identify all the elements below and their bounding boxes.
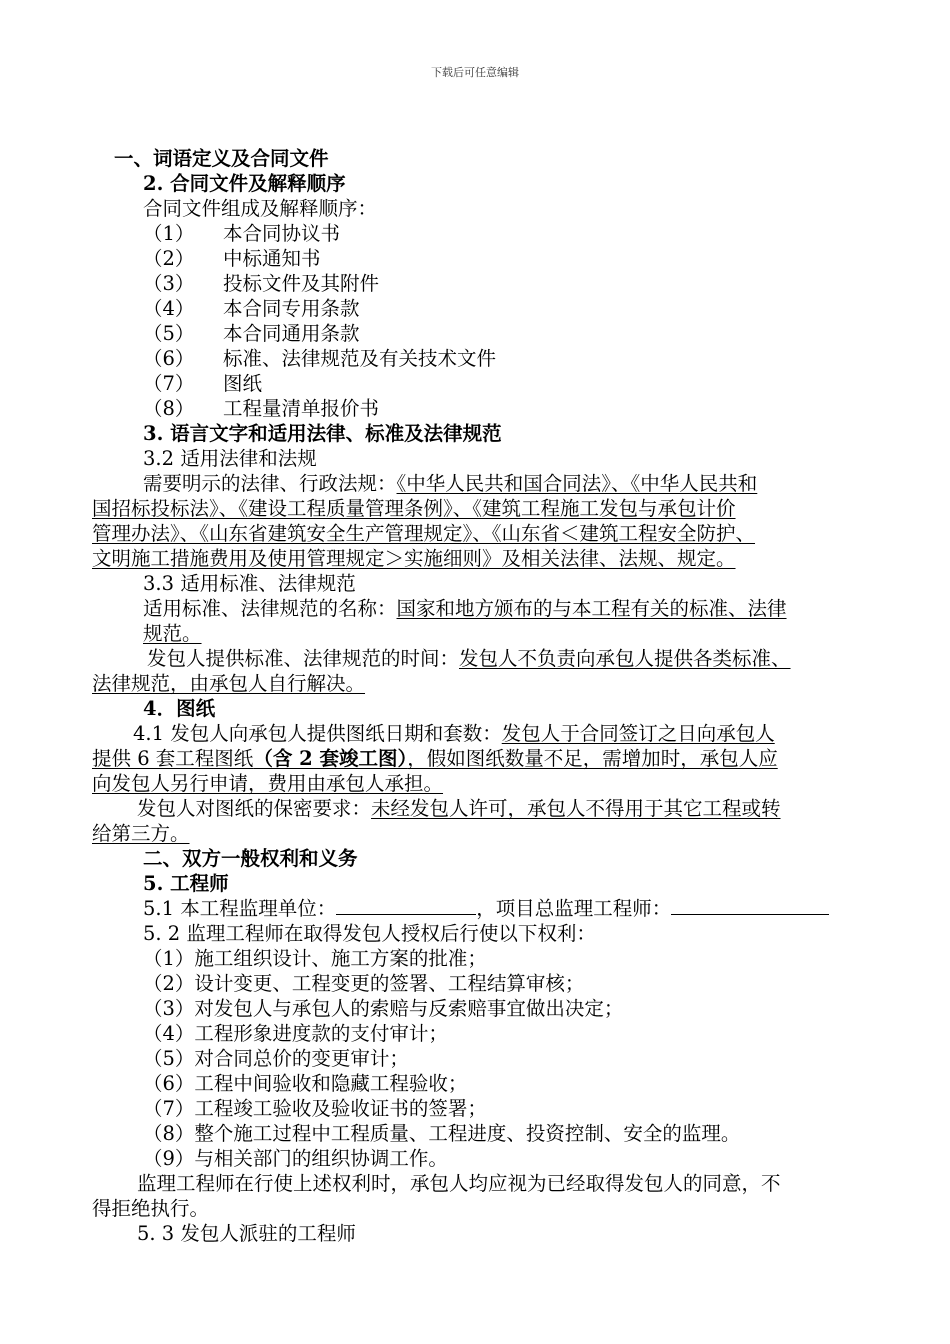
confidentiality-line-2: 给第三方。 xyxy=(92,822,190,845)
chief-engineer-blank xyxy=(671,897,829,915)
drawings-line-3: 向发包人另行申请，费用由承包人承担。 xyxy=(92,772,444,795)
standards-time-line-1: 发包人提供标准、法律规范的时间：发包人不负责向承包人提供各类标准、 xyxy=(147,647,791,670)
doc-item: （6） 标准、法律规范及有关技术文件 xyxy=(143,347,497,370)
supervision-unit-blank xyxy=(336,897,476,915)
section-heading-2: 二、双方一般权利和义务 xyxy=(143,847,358,870)
page-header: 下载后可任意编辑 xyxy=(431,66,519,79)
closing-line-2: 得拒绝执行。 xyxy=(92,1197,210,1220)
rights-item: （4）工程形象进度款的支付审计； xyxy=(143,1022,448,1045)
drawings-line-1: 4.1 发包人向承包人提供图纸日期和套数：发包人于合同签订之日向承包人 xyxy=(133,722,775,745)
doc-item: （4） 本合同专用条款 xyxy=(143,297,360,320)
rights-item: （1）施工组织设计、施工方案的批准； xyxy=(143,947,487,970)
clause-3-2-heading: 3.2 适用法律和法规 xyxy=(143,447,317,470)
doc-item: （8） 工程量清单报价书 xyxy=(143,397,380,420)
standards-time-line-2: 法律规范，由承包人自行解决。 xyxy=(92,672,366,695)
clause-5-3-heading: 5. 3 发包人派驻的工程师 xyxy=(137,1222,356,1245)
laws-line-1: 需要明示的法律、行政法规：《中华人民共和国合同法》、《中华人民共和 xyxy=(143,472,758,495)
clause-3-3-heading: 3.3 适用标准、法律规范 xyxy=(143,572,356,595)
clause-2-intro: 合同文件组成及解释顺序： xyxy=(143,197,378,220)
rights-item: （8）整个施工过程中工程质量、工程进度、投资控制、安全的监理。 xyxy=(143,1122,741,1145)
laws-line-4: 文明施工措施费用及使用管理规定＞实施细则》及相关法律、法规、规定。 xyxy=(92,547,736,570)
clause-4-heading: 4．图纸 xyxy=(143,697,216,720)
clause-2-heading: 2. 合同文件及解释顺序 xyxy=(143,172,346,195)
rights-item: （5）对合同总价的变更审计； xyxy=(143,1047,409,1070)
clause-5-heading: 5. 工程师 xyxy=(143,872,229,895)
standards-line-2: 规范。 xyxy=(143,622,202,645)
doc-item: （3） 投标文件及其附件 xyxy=(143,272,380,295)
clause-3-heading: 3. 语言文字和适用法律、标准及法律规范 xyxy=(143,422,502,445)
standards-line-1: 适用标准、法律规范的名称：国家和地方颁布的与本工程有关的标准、法律 xyxy=(143,597,787,620)
rights-item: （3）对发包人与承包人的索赔与反索赔事宜做出决定； xyxy=(143,997,624,1020)
doc-item: （2） 中标通知书 xyxy=(143,247,321,270)
rights-item: （2）设计变更、工程变更的签署、工程结算审核； xyxy=(143,972,585,995)
doc-item: （5） 本合同通用条款 xyxy=(143,322,360,345)
confidentiality-line-1: 发包人对图纸的保密要求：未经发包人许可，承包人不得用于其它工程或转 xyxy=(137,797,781,820)
doc-item: （7） 图纸 xyxy=(143,372,263,395)
rights-item: （7）工程竣工验收及验收证书的签署； xyxy=(143,1097,487,1120)
drawings-line-2: 提供 6 套工程图纸（含 2 套竣工图），假如图纸数量不足，需增加时，承包人应 xyxy=(92,747,778,770)
clause-5-2-heading: 5. 2 监理工程师在取得发包人授权后行使以下权利： xyxy=(143,922,596,945)
closing-line-1: 监理工程师在行使上述权利时，承包人均应视为已经取得发包人的同意，不 xyxy=(137,1172,781,1195)
laws-line-3: 管理办法》、《山东省建筑安全生产管理规定》、《山东省＜建筑工程安全防护、 xyxy=(92,522,756,545)
rights-item: （9）与相关部门的组织协调工作。 xyxy=(143,1147,448,1170)
supervision-unit-line: 5.1 本工程监理单位： ，项目总监理工程师： xyxy=(143,897,829,921)
doc-item: （1） 本合同协议书 xyxy=(143,222,341,245)
laws-line-2: 国招标投标法》、《建设工程质量管理条例》、《建筑工程施工发包与承包计价 xyxy=(92,497,736,520)
section-heading-1: 一、词语定义及合同文件 xyxy=(114,147,329,170)
rights-item: （6）工程中间验收和隐藏工程验收； xyxy=(143,1072,468,1095)
